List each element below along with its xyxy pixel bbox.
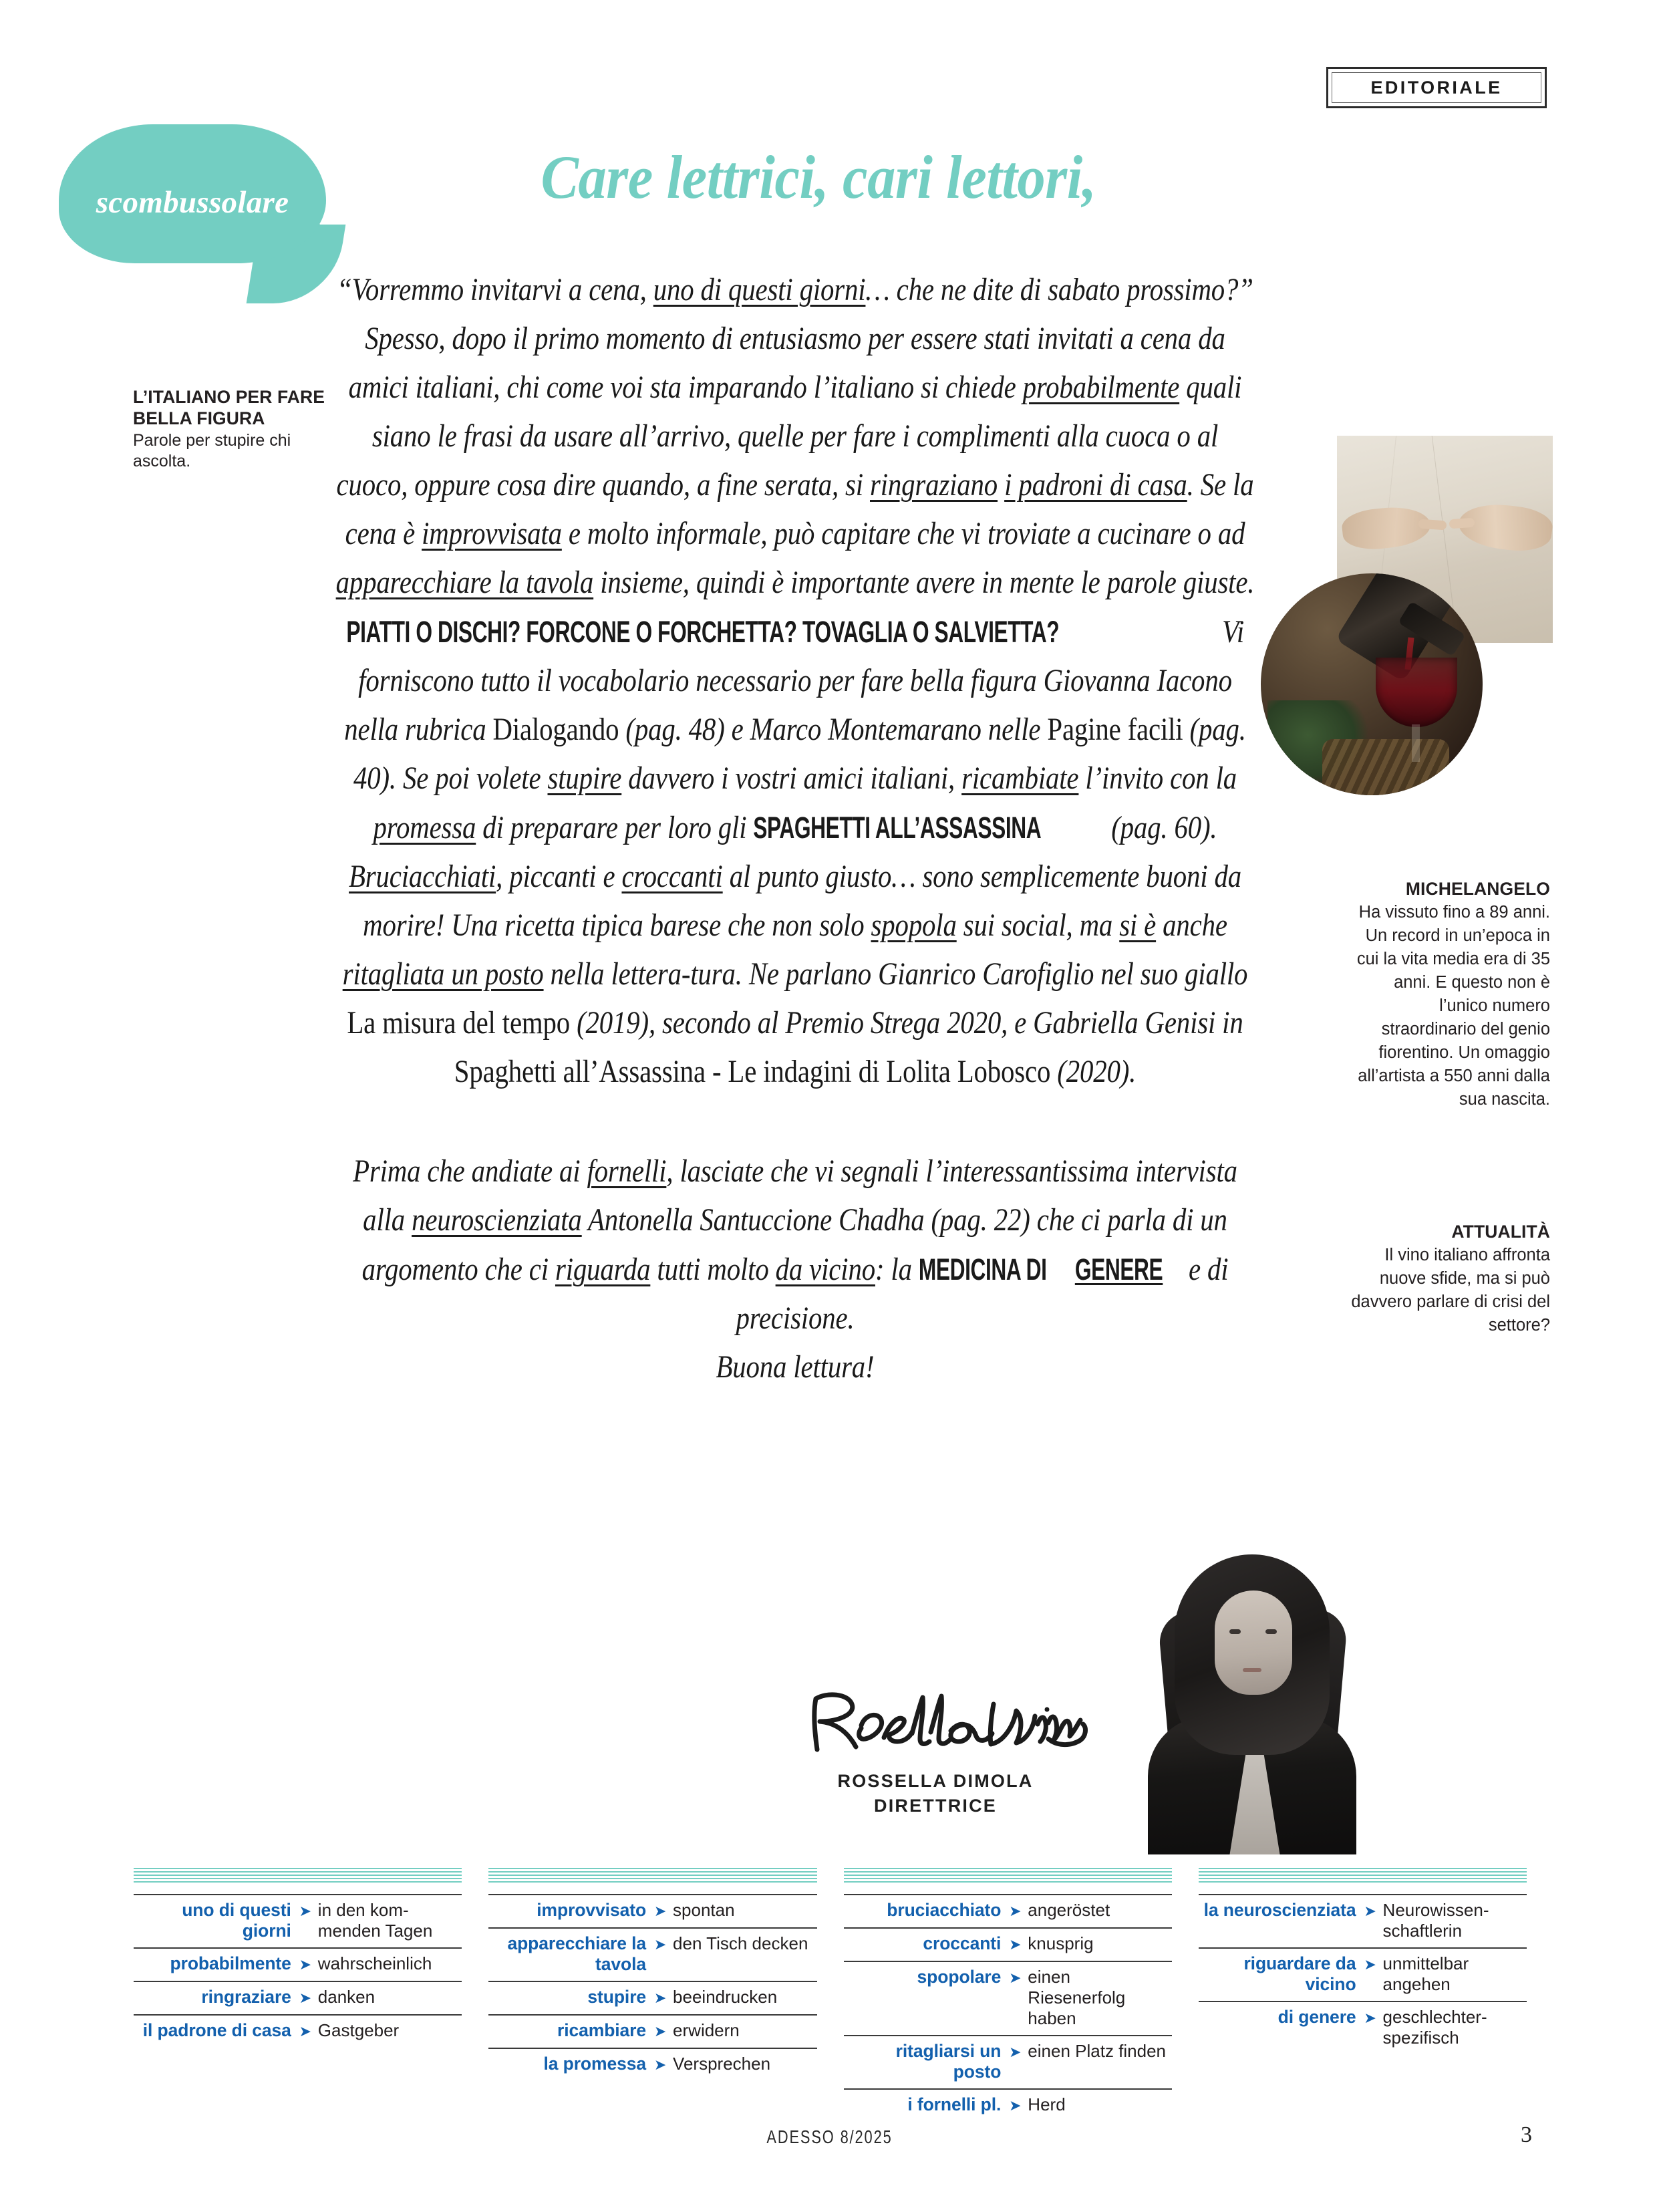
glossary-entry [1199,1947,1527,2001]
glossary-definition: einen Platz finden [1028,2041,1167,2061]
closing-line: Buona lettura! [716,1350,875,1385]
glossary-term: croccanti [923,1933,1002,1953]
vocab-term: ringraziano [870,468,998,503]
glossary-entry [844,1894,1172,1927]
glossary-entry [488,1981,816,2014]
glossary-definition: wahrscheinlich [317,1953,432,1973]
glossary-entry [844,1961,1172,2035]
signature-name: ROSSELLA DIMOLA [837,1771,1034,1791]
glossary-term: improvvisato [537,1900,647,1920]
glossary-definition: danken [317,1987,375,2007]
glossary-definition: Herd [1028,2094,1066,2114]
arrow-icon: ➤ [653,1903,667,1919]
glossary-term: i fornelli pl. [907,2094,1002,2114]
body-text [998,468,1004,503]
right-caption-title: MICHELANGELO [1405,879,1550,899]
glossary-term: la promessa [543,2054,647,2074]
body-text: nella lettera-tura. Ne parlano Gianrico Carofiglio nel suo giallo [543,957,1248,992]
glossary-term: spopolare [917,1967,1002,1987]
vocab-term: stupire [547,761,622,796]
glossary-definition: in den kom- menden Tagen [317,1900,433,1941]
body-text: e di precisione. [736,1252,1229,1336]
glossary-entry [1199,2001,1527,2054]
glossary-top-rule [488,1868,816,1883]
vocab-term: spopola [871,908,957,943]
glossary-term: ringraziare [201,1987,291,2007]
handwritten-signature [778,1684,1092,1764]
glossary-entry [134,1981,462,2014]
body-text: di preparare per loro gli [476,811,754,845]
portrait-mouth [1243,1668,1261,1672]
body-paragraph-1 [335,266,1255,1097]
glossary-term: di genere [1277,2007,1356,2027]
glossary-term: probabilmente [170,1953,291,1973]
emphasis-caps: PIATTI O DISCHI? FORCONE O FORCHETTA? TOVAGLIA O SALVIETTA? [345,615,1059,649]
glossary-entry [134,1894,462,1947]
emphasis-caps: SPAGHETTI ALL’ASSASSINA [753,811,1042,845]
speech-bubble [59,124,326,285]
editor-portrait-photo [1117,1550,1378,1854]
left-caption-title: L’ITALIANO PER FARE BELLA FIGURA [133,387,325,428]
body-text: insieme, quindi è importante avere in mente le parole giuste. [593,565,1255,600]
speech-bubble-word: scombussolare [96,185,289,220]
body-text: Prima che andiate ai [353,1154,587,1189]
editoriale-badge [1326,67,1547,108]
body-text: (2019), secondo al Premio Strega 2020, e Gabriella Genisi in [570,1006,1243,1041]
book-title: Spaghetti all’Assassina - Le indagini di Lolita Lobosco [454,1055,1051,1089]
glossary-term: la neuroscienziata [1203,1900,1356,1920]
glossary-entry [1199,1894,1527,1947]
vocab-term: i padroni di casa [1004,468,1187,503]
body-text: tutti molto [650,1252,776,1287]
page-number: 3 [1521,2122,1532,2147]
arrow-icon: ➤ [653,2023,667,2040]
body-text: (pag. 40). Se poi volete [353,712,1246,796]
portrait-eye-right [1265,1629,1277,1634]
glossary-entry [134,2014,462,2048]
vocab-term: improvvisata [422,517,562,551]
body-text: anche [1156,908,1227,943]
footer-issue: ADESSO 8/2025 [766,2126,893,2147]
right-caption-michelangelo [1350,877,1550,1111]
arrow-icon: ➤ [1364,2010,1376,2026]
right-caption-body: Il vino italiano affronta nuove sfide, ma si può davvero parlare di crisi del settore? [1351,1246,1550,1335]
glossary-entry [488,2014,816,2048]
editorial-body [335,266,1255,1392]
vocab-term: riguarda [555,1252,651,1287]
glossary-top-rule [1199,1868,1527,1883]
arrow-icon: ➤ [299,1989,312,2006]
glossary-term: apparecchiare la tavola [507,1933,647,1974]
body-text: . Se la cena è [345,468,1254,551]
emphasis-caps: MEDICINA DI [918,1252,1047,1286]
arrow-icon: ➤ [653,2056,667,2073]
glossary-definition: angeröstet [1028,1900,1110,1920]
body-text: “Vorremmo invitarvi a cena, [337,273,653,307]
glossary [134,1868,1527,2122]
glossary-term: il padrone di casa [142,2020,291,2040]
signature-role: DIRETTRICE [874,1796,997,1816]
body-text: , piccanti e [496,859,622,894]
glossary-term: ritagliarsi un posto [895,2041,1002,2082]
body-text: : la [875,1252,919,1287]
body-text: Antonella Santuccione Chadha (pag. 22) che ci parla di un argomento che ci [361,1203,1227,1287]
glossary-entry [134,1947,462,1981]
body-text: quali siano le frasi da usare all’arrivo, quelle per fare i complimenti alla cuoca o al cuoco, oppure cosa dire quando, a fine serata, si [336,370,1242,503]
portrait-eye-left [1229,1629,1241,1634]
glossary-term: uno di questi giorni [182,1900,291,1941]
glossary-term: riguardare da vicino [1243,1953,1356,1994]
glossary-entry [844,2088,1172,2122]
vocab-term: Bruciacchiati [349,859,496,894]
editoriale-badge-label: EDITORIALE [1370,77,1503,98]
arrow-icon: ➤ [653,1989,667,2006]
arrow-icon: ➤ [1364,1903,1376,1919]
god-index-finger [1449,518,1475,529]
arrow-icon: ➤ [653,1936,667,1953]
vocab-term: probabilmente [1022,370,1180,405]
glossary-entry [844,1927,1172,1961]
body-text: , lasciate che vi segnali l’interessantissima intervista alla [363,1154,1237,1238]
glossary-column-3 [844,1868,1172,2122]
vocab-term: ricambiate [961,761,1079,796]
wine-glass-stem [1412,724,1420,762]
page-title: Care lettrici, cari lettori, [541,143,1096,211]
emphasis-caps-underlined: GENERE [1074,1252,1163,1286]
left-caption-subtitle: Parole per stupire chi ascolta. [133,431,291,470]
book-title: La misura del tempo [347,1006,571,1041]
glossary-column-2 [488,1868,816,2122]
vocab-term: apparecchiare la tavola [335,565,594,600]
vocab-term: si è [1119,908,1157,943]
body-paragraph-2 [335,1147,1255,1392]
right-caption-attualita [1350,1220,1550,1337]
body-text: (pag. 48) e Marco Montemarano nelle [619,712,1048,747]
column-name: Pagine facili [1047,712,1183,747]
glossary-definition: Versprechen [673,2054,771,2074]
glossary-definition: geschlechter- spezifisch [1382,2007,1487,2048]
glossary-definition: beeindrucken [673,1987,778,2007]
arrow-icon: ➤ [1009,1903,1022,1919]
arrow-icon: ➤ [1009,1936,1022,1953]
arrow-icon: ➤ [299,1903,312,1919]
portrait-face [1215,1591,1292,1695]
body-text: sui social, ma [956,908,1120,943]
vocab-term: ritagliata un posto [342,957,544,992]
arrow-icon: ➤ [1009,2044,1022,2060]
body-text: (2020). [1050,1055,1137,1089]
body-text: (pag. 60). [1104,811,1217,845]
glossary-column-4 [1199,1868,1527,2122]
glossary-definition: Gastgeber [317,2020,400,2040]
glossary-definition: spontan [673,1900,735,1920]
arrow-icon: ➤ [299,2023,312,2040]
body-text: … che ne dite di sabato prossimo?” Spesso, dopo il primo momento di entusiasmo per essere stati invitati a cena da amici italiani, chi come voi sta imparando l’italiano si chiede [348,273,1253,405]
body-text: davvero i vostri amici italiani, [621,761,962,796]
arrow-icon: ➤ [299,1956,312,1973]
glossary-term: bruciacchiato [887,1900,1002,1920]
arrow-icon: ➤ [1009,2097,1022,2114]
glossary-definition: knusprig [1028,1933,1094,1953]
body-text: l’invito con la [1078,761,1237,796]
editor-signature-block [762,1684,1109,1816]
glossary-term: stupire [587,1987,647,2007]
glossary-definition: einen Riesenerfolg haben [1028,1967,1126,2028]
glossary-definition: erwidern [673,2020,740,2040]
adam-index-finger [1418,519,1447,531]
vocab-term: promessa [373,811,476,845]
glossary-top-rule [844,1868,1172,1883]
body-text: Vi forniscono tutto il vocabolario necessario per fare bella figura Giovanna Iacono nella rubrica [344,615,1245,747]
editoriale-badge-inner-frame [1332,72,1541,103]
glossary-term: ricambiare [557,2020,647,2040]
arrow-icon: ➤ [1364,1956,1376,1973]
body-text: al punto giusto… sono semplicemente buoni da morire! Una ricetta tipica barese che non solo [363,859,1241,943]
left-caption [133,386,333,472]
glossary-entry [844,2035,1172,2088]
glossary-entry [488,1927,816,1981]
wicker-basket [1322,739,1449,795]
vocab-term: croccanti [621,859,723,894]
wine-glass [1376,658,1457,727]
glossary-definition: den Tisch decken [673,1933,808,1953]
arrow-icon: ➤ [1009,1969,1022,1986]
column-name: Dialogando [492,712,619,747]
glossary-entry [488,2048,816,2081]
wine-pouring-image [1261,573,1483,795]
glossary-definition: unmittelbar angehen [1382,1953,1469,1994]
vocab-term: uno di questi giorni [653,273,866,307]
body-text: e molto informale, può capitare che vi troviate a cucinare o ad [561,517,1245,551]
vocab-term: neuroscienziata [412,1203,582,1238]
right-caption-title: ATTUALITÀ [1451,1222,1550,1242]
glossary-definition: Neurowissen- schaftlerin [1382,1900,1489,1941]
glossary-column-1 [134,1868,462,2122]
vocab-term: da vicino [775,1252,875,1287]
glossary-entry [488,1894,816,1927]
vocab-term: fornelli [587,1154,667,1189]
right-caption-body: Ha vissuto fino a 89 anni. Un record in un’epoca in cui la vita media era di 35 anni. E questo non è l’unico numero straordinario del genio fiorentino. Un omaggio all’artista a 550 anni dalla sua nascita. [1356,903,1550,1109]
glossary-top-rule [134,1868,462,1883]
